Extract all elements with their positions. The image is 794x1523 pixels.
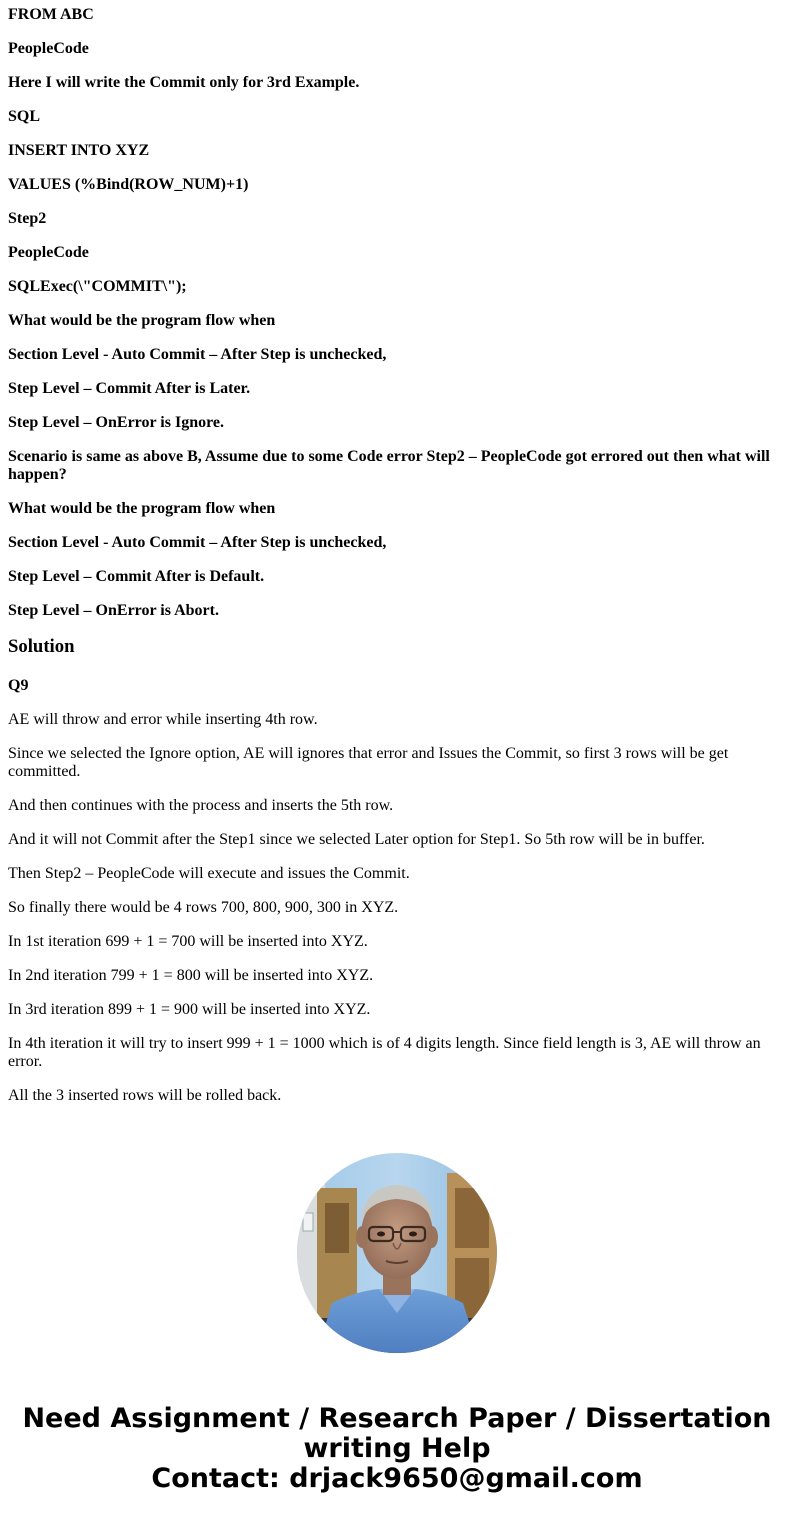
author-portrait-image — [297, 1153, 497, 1353]
author-avatar — [297, 1153, 497, 1353]
question-line: SQLExec(\"COMMIT\"); — [8, 278, 187, 295]
question-label: Q9 — [8, 677, 29, 694]
question-line: Section Level - Auto Commit – After Step is unchecked, — [8, 534, 387, 551]
answer-line: In 2nd iteration 799 + 1 = 800 will be inserted into XYZ. — [8, 967, 374, 984]
question-line: VALUES (%Bind(ROW_NUM)+1) — [8, 176, 249, 193]
question-line: INSERT INTO XYZ — [8, 142, 150, 159]
question-line: What would be the program flow when — [8, 312, 276, 329]
question-line: Step2 — [8, 210, 47, 227]
banner-line: Need Assignment / Research Paper / Dissertation — [22, 1403, 772, 1434]
question-line: Here I will write the Commit only for 3rd Example. — [8, 74, 360, 91]
banner-line: writing Help — [303, 1433, 491, 1464]
answer-line: AE will throw and error while inserting 4th row. — [8, 711, 318, 728]
banner-contact-line: Contact: drjack9650@gmail.com — [151, 1463, 643, 1494]
solution-heading: Solution — [8, 636, 75, 657]
answer-line: In 1st iteration 699 + 1 = 700 will be inserted into XYZ. — [8, 933, 368, 950]
answer-line: In 3rd iteration 899 + 1 = 900 will be inserted into XYZ. — [8, 1001, 371, 1018]
question-line: Step Level – OnError is Ignore. — [8, 414, 224, 431]
question-line: Step Level – Commit After is Default. — [8, 568, 265, 585]
answer-line: So finally there would be 4 rows 700, 800, 900, 300 in XYZ. — [8, 899, 399, 916]
contact-banner — [0, 1404, 794, 1494]
question-line: What would be the program flow when — [8, 500, 276, 517]
question-line: Scenario is same as above B, Assume due to some Code error Step2 – PeopleCode got errored out then what will happen? — [8, 448, 770, 483]
answer-line: And it will not Commit after the Step1 since we selected Later option for Step1. So 5th row will be in buffer. — [8, 831, 705, 848]
question-line: SQL — [8, 108, 41, 125]
answer-line: All the 3 inserted rows will be rolled back. — [8, 1087, 282, 1104]
question-line: Step Level – Commit After is Later. — [8, 380, 251, 397]
question-line: Section Level - Auto Commit – After Step is unchecked, — [8, 346, 387, 363]
question-line: PeopleCode — [8, 244, 89, 261]
answer-line: Then Step2 – PeopleCode will execute and issues the Commit. — [8, 865, 410, 882]
answer-line: In 4th iteration it will try to insert 999 + 1 = 1000 which is of 4 digits length. Since field length is 3, AE will throw an error. — [8, 1035, 761, 1070]
question-line: FROM ABC — [8, 6, 94, 23]
answer-line: And then continues with the process and inserts the 5th row. — [8, 797, 394, 814]
answer-line: Since we selected the Ignore option, AE will ignores that error and Issues the Commit, so first 3 rows will be get committed. — [8, 745, 729, 780]
question-line: PeopleCode — [8, 40, 89, 57]
question-line: Step Level – OnError is Abort. — [8, 602, 219, 619]
